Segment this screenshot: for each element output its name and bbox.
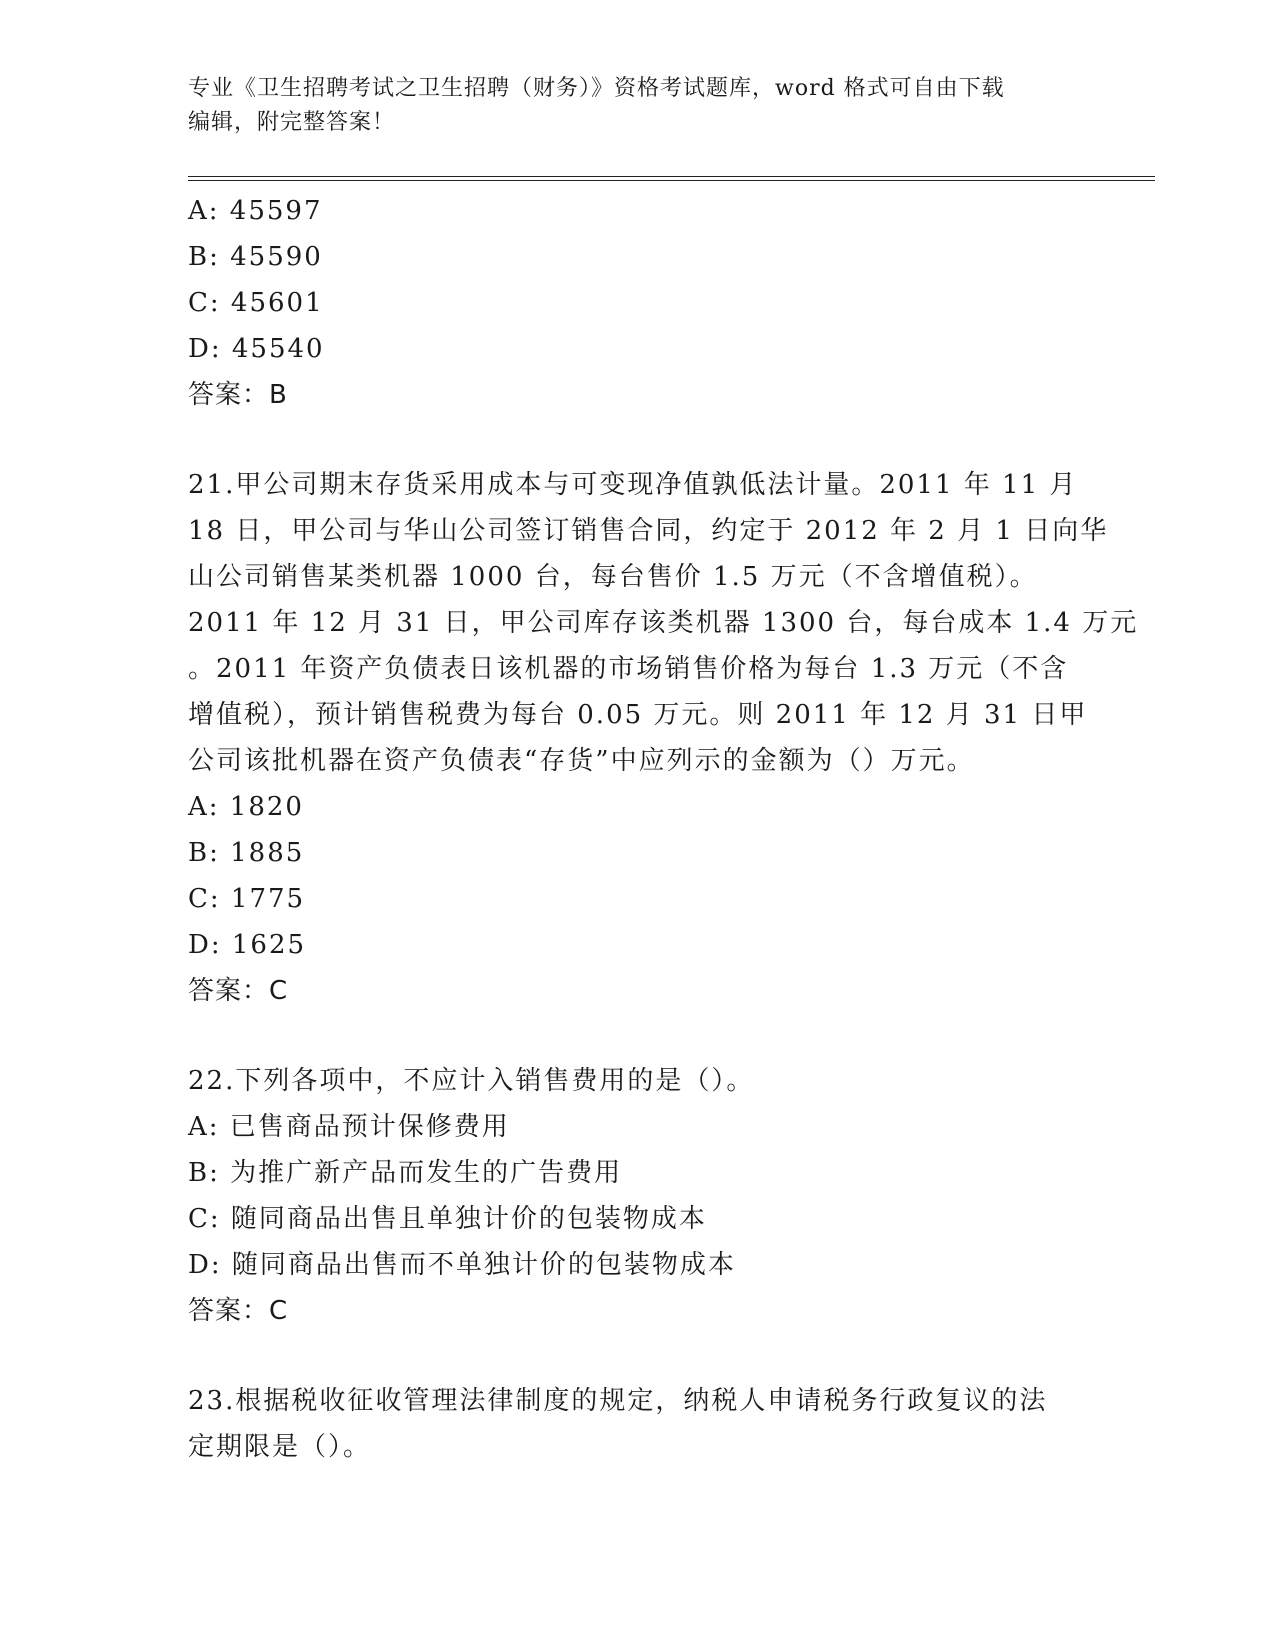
- option-d: D: 随同商品出售而不单独计价的包装物成本: [188, 1250, 736, 1280]
- question-20-tail: [188, 188, 1088, 418]
- answer-line: 答案：C: [188, 976, 289, 1006]
- question-22: [188, 1058, 1088, 1334]
- option-c: C: 1775: [188, 884, 306, 914]
- question-stem-line: 22.下列各项中，不应计入销售费用的是（）。: [188, 1066, 755, 1096]
- header-divider: [188, 176, 1155, 181]
- option-b: B: 45590: [188, 242, 323, 272]
- question-stem-line: 山公司销售某类机器 1000 台，每台售价 1.5 万元（不含增值税）。: [188, 562, 1038, 592]
- answer-line: 答案：B: [188, 380, 288, 410]
- option-d: D: 45540: [188, 334, 325, 364]
- option-b: B: 1885: [188, 838, 305, 868]
- spacer: [188, 418, 1088, 462]
- option-a: A: 已售商品预计保修费用: [188, 1112, 510, 1142]
- option-b: B: 为推广新产品而发生的广告费用: [188, 1158, 623, 1188]
- question-stem-line: 21.甲公司期末存货采用成本与可变现净值孰低法计量。2011 年 11 月: [188, 470, 1078, 500]
- question-stem-line: 18 日，甲公司与华山公司签订销售合同，约定于 2012 年 2 月 1 日向华: [188, 516, 1109, 546]
- spacer: [188, 1014, 1088, 1058]
- question-stem-line: 23.根据税收征收管理法律制度的规定，纳税人申请税务行政复议的法: [188, 1386, 1048, 1416]
- spacer: [188, 1334, 1088, 1378]
- header-line-2: 编辑，附完整答案！: [188, 110, 396, 135]
- question-23: [188, 1378, 1088, 1470]
- question-list: [188, 188, 1139, 1470]
- question-stem: [188, 462, 1139, 784]
- option-c: C: 随同商品出售且单独计价的包装物成本: [188, 1204, 707, 1234]
- answer-line: 答案：C: [188, 1296, 289, 1326]
- option-a: A: 45597: [188, 196, 323, 226]
- question-21: [188, 462, 1139, 1014]
- question-stem-line: 2011 年 12 月 31 日，甲公司库存该类机器 1300 台，每台成本 1.4 万元: [188, 608, 1139, 638]
- option-c: C: 45601: [188, 288, 324, 318]
- question-stem-line: 。2011 年资产负债表日该机器的市场销售价格为每台 1.3 万元（不含: [188, 654, 1069, 684]
- question-stem: [188, 1058, 1088, 1104]
- question-stem: [188, 1378, 1088, 1470]
- question-stem-line: 公司该批机器在资产负债表“存货”中应列示的金额为（）万元。: [188, 746, 975, 776]
- question-stem-line: 增值税），预计销售税费为每台 0.05 万元。则 2011 年 12 月 31 日甲: [188, 700, 1088, 730]
- document-header: [188, 72, 1088, 140]
- header-line-1: 专业《卫生招聘考试之卫生招聘（财务）》资格考试题库，word 格式可自由下载: [188, 76, 1005, 101]
- question-stem-line: 定期限是（）。: [188, 1432, 372, 1462]
- option-a: A: 1820: [188, 792, 304, 822]
- option-d: D: 1625: [188, 930, 307, 960]
